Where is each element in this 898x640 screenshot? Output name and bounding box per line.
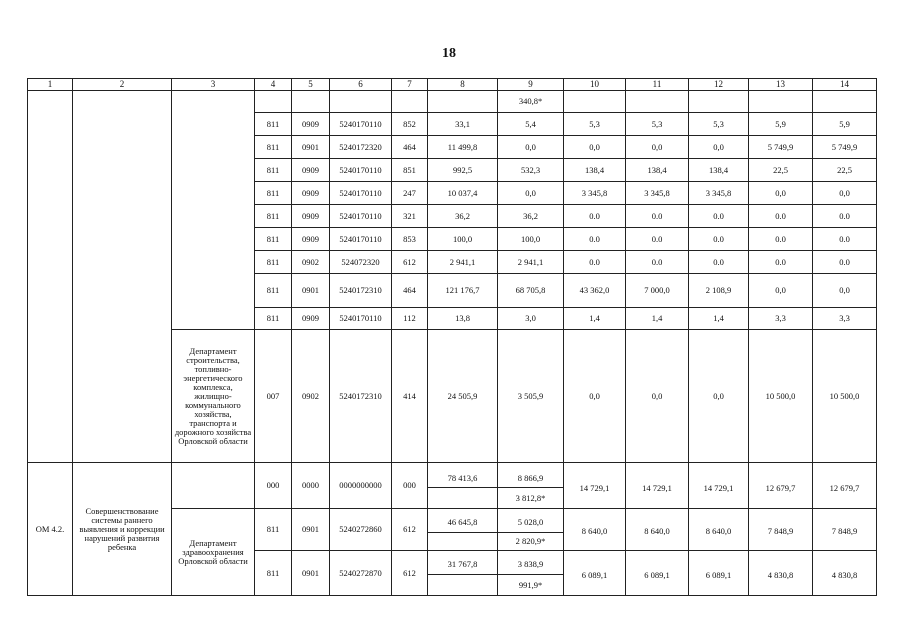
table-cell: 1,4 <box>689 308 749 330</box>
table-cell: 0.0 <box>749 228 813 251</box>
table-cell: 414 <box>392 330 428 463</box>
table-cell: 5 749,9 <box>749 136 813 159</box>
table-cell: 0909 <box>292 308 330 330</box>
table-cell: 5240170110 <box>330 308 392 330</box>
table-cell: 000 <box>392 463 428 509</box>
table-cell: 0.0 <box>564 228 626 251</box>
table-cell: 0,0 <box>813 182 877 205</box>
table-cell: 4 830,8 <box>749 551 813 596</box>
table-cell: 12 679,7 <box>749 463 813 509</box>
table-cell: 811 <box>255 205 292 228</box>
table-cell: 5,4 <box>498 113 564 136</box>
table-cell: 46 645,8 <box>428 509 498 533</box>
budget-table <box>27 78 877 596</box>
table-cell: 68 705,8 <box>498 274 564 308</box>
column-number: 2 <box>73 79 172 91</box>
table-cell: 0901 <box>292 509 330 551</box>
table-cell: 0902 <box>292 251 330 274</box>
table-cell: 811 <box>255 251 292 274</box>
table-cell: 5240170110 <box>330 159 392 182</box>
table-cell <box>749 91 813 113</box>
table-cell: 464 <box>392 274 428 308</box>
column-number: 9 <box>498 79 564 91</box>
table-cell: 4 830,8 <box>813 551 877 596</box>
table-cell: 2 941,1 <box>428 251 498 274</box>
table-cell: 3 345,8 <box>564 182 626 205</box>
table-cell: 138,4 <box>564 159 626 182</box>
continued-cell <box>172 91 255 330</box>
table-cell: 5240170110 <box>330 205 392 228</box>
column-number: 4 <box>255 79 292 91</box>
table-cell: 14 729,1 <box>564 463 626 509</box>
table-cell: 78 413,6 <box>428 463 498 488</box>
table-cell: 851 <box>392 159 428 182</box>
table-cell: 811 <box>255 551 292 596</box>
table-cell: 6 089,1 <box>564 551 626 596</box>
table-cell: 0,0 <box>498 136 564 159</box>
table-cell: 0.0 <box>813 228 877 251</box>
table-cell: 0,0 <box>813 274 877 308</box>
table-cell: 3,3 <box>749 308 813 330</box>
table-cell: 5 749,9 <box>813 136 877 159</box>
table-cell: 3 345,8 <box>626 182 689 205</box>
column-number-row <box>28 79 877 91</box>
table-cell: 0.0 <box>626 251 689 274</box>
table-cell: 5,3 <box>689 113 749 136</box>
page-number: 18 <box>442 46 456 61</box>
table-cell: 5,9 <box>813 113 877 136</box>
measure-title: Совершенствование системы раннего выявления и коррекции нарушений развития ребенка <box>73 463 172 596</box>
table-cell: 811 <box>255 308 292 330</box>
table-cell: 007 <box>255 330 292 463</box>
column-number: 10 <box>564 79 626 91</box>
table-cell: 14 729,1 <box>626 463 689 509</box>
column-number: 13 <box>749 79 813 91</box>
table-row <box>28 91 877 113</box>
table-cell: 000 <box>255 463 292 509</box>
table-cell: 5240272870 <box>330 551 392 596</box>
table-cell: 811 <box>255 274 292 308</box>
column-number: 6 <box>330 79 392 91</box>
table-cell: 5240172310 <box>330 274 392 308</box>
table-cell: 8 866,9 <box>498 463 564 488</box>
table-cell: 0.0 <box>749 251 813 274</box>
table-cell: 8 640,0 <box>626 509 689 551</box>
table-body <box>28 79 877 596</box>
table-cell: 3 505,9 <box>498 330 564 463</box>
table-cell: 24 505,9 <box>428 330 498 463</box>
table-cell: 7 848,9 <box>813 509 877 551</box>
table-cell: 10 500,0 <box>749 330 813 463</box>
table-cell: 3 345,8 <box>689 182 749 205</box>
table-cell: 0,0 <box>749 182 813 205</box>
table-cell: 0901 <box>292 136 330 159</box>
table-cell: 5240172320 <box>330 136 392 159</box>
table-cell: 33,1 <box>428 113 498 136</box>
table-cell: 853 <box>392 228 428 251</box>
table-cell: 0902 <box>292 330 330 463</box>
table-cell: 524072320 <box>330 251 392 274</box>
table-cell: 6 089,1 <box>689 551 749 596</box>
table-cell: 43 362,0 <box>564 274 626 308</box>
table-cell: 7 848,9 <box>749 509 813 551</box>
table-cell: 0,0 <box>626 136 689 159</box>
table-cell: 852 <box>392 113 428 136</box>
table-cell: 992,5 <box>428 159 498 182</box>
table-cell: 0,0 <box>564 136 626 159</box>
table-cell: 14 729,1 <box>689 463 749 509</box>
table-cell: 0909 <box>292 159 330 182</box>
column-number: 8 <box>428 79 498 91</box>
table-cell: 0000 <box>292 463 330 509</box>
table-cell: 340,8* <box>498 91 564 113</box>
table-cell: 2 941,1 <box>498 251 564 274</box>
table-cell: 100,0 <box>498 228 564 251</box>
table-cell: 0.0 <box>626 228 689 251</box>
table-cell: 138,4 <box>626 159 689 182</box>
table-cell <box>428 91 498 113</box>
table-cell: 5,9 <box>749 113 813 136</box>
table-cell: 2 108,9 <box>689 274 749 308</box>
table-cell: 5240170110 <box>330 113 392 136</box>
table-cell: 3 838,9 <box>498 551 564 575</box>
table-cell: 0,0 <box>689 330 749 463</box>
table-cell: 247 <box>392 182 428 205</box>
table-cell: 0901 <box>292 551 330 596</box>
table-cell: 0,0 <box>749 274 813 308</box>
table-cell: 612 <box>392 509 428 551</box>
table-cell <box>172 463 255 509</box>
table-cell: 0.0 <box>564 205 626 228</box>
table-cell: 5240172310 <box>330 330 392 463</box>
table-cell: 0.0 <box>689 205 749 228</box>
table-cell: 12 679,7 <box>813 463 877 509</box>
table-cell <box>255 91 292 113</box>
table-cell: 0.0 <box>813 205 877 228</box>
table-cell: 10 500,0 <box>813 330 877 463</box>
table-cell <box>330 91 392 113</box>
table-cell: 811 <box>255 113 292 136</box>
footnote-value: 991,9* <box>498 575 564 596</box>
department-name: Департамент здравоохранения Орловской области <box>172 509 255 596</box>
measure-code: ОМ 4.2. <box>28 463 73 596</box>
table-cell: 36,2 <box>498 205 564 228</box>
continued-cell <box>28 91 73 463</box>
table-cell: 0909 <box>292 228 330 251</box>
table-cell: 0.0 <box>564 251 626 274</box>
table-cell: 811 <box>255 182 292 205</box>
table-cell: 5,3 <box>626 113 689 136</box>
continued-cell <box>73 91 172 463</box>
table-cell: 612 <box>392 551 428 596</box>
table-cell: 0,0 <box>498 182 564 205</box>
table-cell: 100,0 <box>428 228 498 251</box>
table-cell: 13,8 <box>428 308 498 330</box>
table-cell: 112 <box>392 308 428 330</box>
department-name: Департамент строительства, топливно-энергетического комплекса, жилищно-коммунального хозяйства, транспорта и дорожного хозяйства Орловской области <box>172 330 255 463</box>
footnote-value: 3 812,8* <box>498 488 564 509</box>
column-number: 11 <box>626 79 689 91</box>
table-cell: 811 <box>255 136 292 159</box>
table-cell: 121 176,7 <box>428 274 498 308</box>
table-cell: 612 <box>392 251 428 274</box>
table-cell: 8 640,0 <box>689 509 749 551</box>
column-number: 12 <box>689 79 749 91</box>
table-cell <box>292 91 330 113</box>
table-cell: 5240272860 <box>330 509 392 551</box>
table-cell: 0909 <box>292 113 330 136</box>
table-cell: 0.0 <box>749 205 813 228</box>
table-cell: 464 <box>392 136 428 159</box>
table-cell: 0.0 <box>626 205 689 228</box>
table-cell: 6 089,1 <box>626 551 689 596</box>
table-cell <box>392 91 428 113</box>
table-cell <box>813 91 877 113</box>
table-cell: 5240170110 <box>330 182 392 205</box>
table-cell: 0000000000 <box>330 463 392 509</box>
table-cell: 36,2 <box>428 205 498 228</box>
table-cell: 0901 <box>292 274 330 308</box>
table-cell: 0909 <box>292 205 330 228</box>
table-cell: 3,3 <box>813 308 877 330</box>
table-cell: 22,5 <box>749 159 813 182</box>
table-cell: 0909 <box>292 182 330 205</box>
table-cell: 22,5 <box>813 159 877 182</box>
column-number: 14 <box>813 79 877 91</box>
table-cell: 5240170110 <box>330 228 392 251</box>
table-cell: 138,4 <box>689 159 749 182</box>
column-number: 1 <box>28 79 73 91</box>
table-cell <box>428 488 498 509</box>
table-cell <box>564 91 626 113</box>
footnote-value: 2 820,9* <box>498 533 564 551</box>
table-cell <box>689 91 749 113</box>
om-total-row <box>28 463 877 488</box>
table-cell: 0,0 <box>626 330 689 463</box>
table-cell: 811 <box>255 509 292 551</box>
table-cell: 0,0 <box>564 330 626 463</box>
table-cell: 0.0 <box>813 251 877 274</box>
table-cell: 7 000,0 <box>626 274 689 308</box>
table-cell: 811 <box>255 159 292 182</box>
table-cell: 1,4 <box>564 308 626 330</box>
table-cell: 321 <box>392 205 428 228</box>
column-number: 5 <box>292 79 330 91</box>
table-cell: 532,3 <box>498 159 564 182</box>
table-cell <box>428 575 498 596</box>
table-cell: 1,4 <box>626 308 689 330</box>
table-cell: 8 640,0 <box>564 509 626 551</box>
table-cell: 811 <box>255 228 292 251</box>
table-cell: 0.0 <box>689 228 749 251</box>
table-cell: 0,0 <box>689 136 749 159</box>
table-cell <box>428 533 498 551</box>
table-cell: 3,0 <box>498 308 564 330</box>
table-cell: 5 028,0 <box>498 509 564 533</box>
table-cell: 5,3 <box>564 113 626 136</box>
table-cell: 31 767,8 <box>428 551 498 575</box>
column-number: 3 <box>172 79 255 91</box>
table-cell: 10 037,4 <box>428 182 498 205</box>
table-cell: 0.0 <box>689 251 749 274</box>
table-cell <box>626 91 689 113</box>
table-cell: 11 499,8 <box>428 136 498 159</box>
column-number: 7 <box>392 79 428 91</box>
